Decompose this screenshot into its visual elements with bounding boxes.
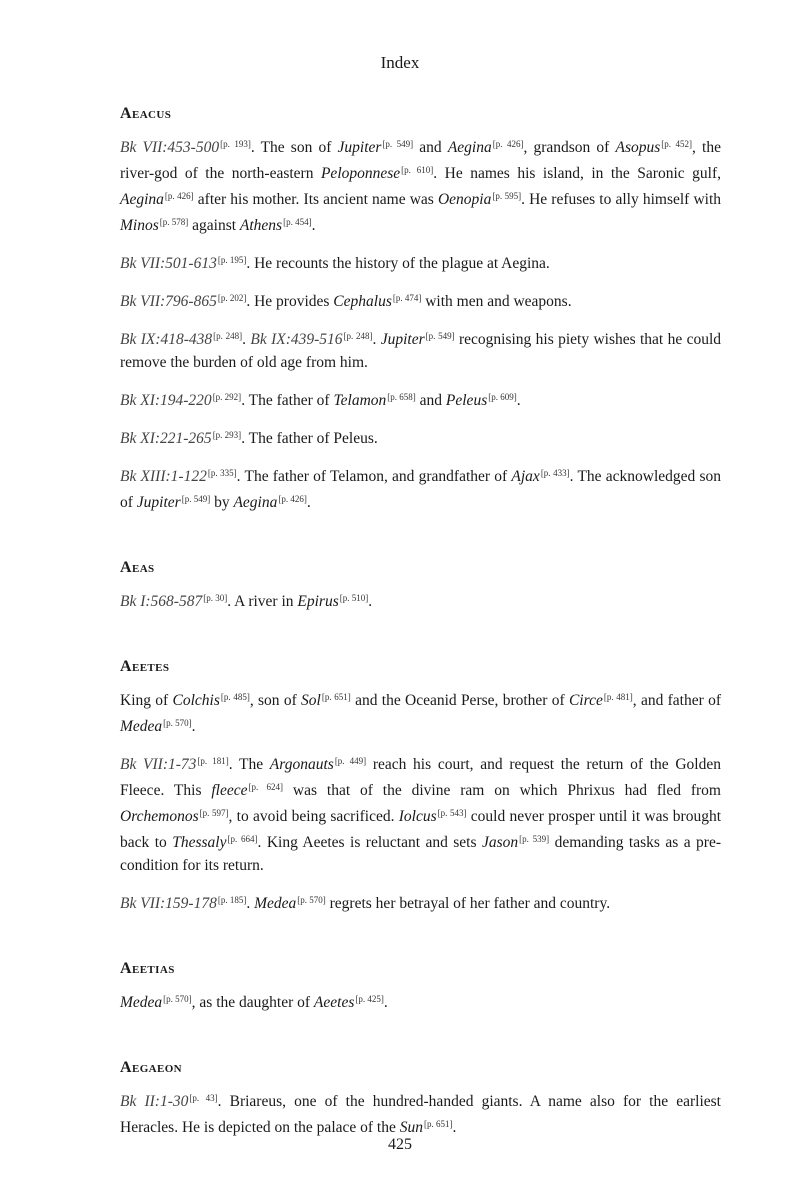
- body-text: .: [383, 994, 388, 1011]
- page-reference[interactable]: [p. 454]: [283, 217, 312, 227]
- cross-reference-link[interactable]: Medea: [120, 994, 163, 1011]
- book-reference: Bk XI:194-220: [120, 392, 212, 409]
- body-text: . The father of: [241, 392, 334, 409]
- cross-reference-link[interactable]: Medea: [254, 895, 297, 912]
- body-text: .: [452, 1119, 457, 1136]
- page-reference[interactable]: [p. 426]: [278, 494, 307, 504]
- entry-title: Aegaeon: [120, 1059, 183, 1076]
- cross-reference-link[interactable]: Oenopia: [437, 191, 492, 208]
- body-text: .: [368, 593, 373, 610]
- body-text: . Briareus, one of the hundred-handed giants. A name also for the earliest Heracles. He is depicted on the palace of the: [120, 1093, 721, 1136]
- body-text: . He refuses to ally himself with: [521, 191, 722, 208]
- page-reference[interactable]: [p. 543]: [437, 808, 467, 818]
- cross-reference-link[interactable]: Aegina: [233, 494, 278, 511]
- book-reference: Bk IX:439-516: [250, 331, 343, 348]
- page-reference[interactable]: [p. 651]: [423, 1119, 453, 1129]
- body-text: . The father of Peleus.: [241, 430, 378, 447]
- entry-paragraph: [120, 686, 721, 738]
- page-reference[interactable]: [p. 248]: [213, 331, 243, 341]
- page-header: Index: [380, 53, 420, 72]
- body-text: .: [372, 331, 381, 348]
- cross-reference-link[interactable]: Colchis: [172, 692, 220, 709]
- body-text: .: [311, 217, 316, 234]
- entry-paragraph: [120, 325, 721, 374]
- body-text: regrets her betrayal of her father and country.: [325, 895, 611, 912]
- index-entry: [120, 655, 721, 915]
- body-text: after his mother. Its ancient name was: [193, 191, 438, 208]
- cross-reference-link[interactable]: Aegina: [447, 139, 492, 156]
- book-reference: Bk VII:453-500: [120, 139, 220, 156]
- page-reference[interactable]: [p. 181]: [197, 756, 229, 766]
- cross-reference-link[interactable]: Argonauts: [269, 756, 334, 773]
- body-text: with men and weapons.: [421, 293, 572, 310]
- entry-paragraph: [120, 750, 721, 877]
- page-reference[interactable]: [p. 293]: [212, 430, 242, 440]
- entry-paragraph: [120, 249, 721, 275]
- page-reference[interactable]: [p. 292]: [212, 392, 242, 402]
- cross-reference-link[interactable]: Telamon: [333, 392, 387, 409]
- body-text: could never prosper until it was brought back to: [120, 808, 722, 851]
- body-text: , son of: [249, 692, 302, 709]
- body-text: by: [210, 494, 234, 511]
- body-text: . The father of Telamon, and grandfather of: [236, 468, 512, 485]
- entry-title: Aeetes: [120, 658, 170, 675]
- body-text: . He names his island, in the Saronic gulf,: [433, 165, 721, 182]
- page-reference[interactable]: [p. 335]: [207, 468, 237, 478]
- entry-paragraph: [120, 386, 721, 412]
- page-reference[interactable]: [p. 43]: [189, 1093, 218, 1103]
- entry-title: Aeacus: [120, 105, 172, 122]
- entry-paragraph: [120, 889, 721, 915]
- body-text: .: [191, 718, 196, 735]
- entry-paragraph: [120, 988, 721, 1014]
- cross-reference-link[interactable]: Aegina: [120, 191, 164, 208]
- page-reference[interactable]: [p. 248]: [343, 331, 373, 341]
- entry-paragraph: [120, 133, 721, 237]
- page-reference[interactable]: [p. 426]: [492, 139, 524, 149]
- body-text: .: [516, 392, 521, 409]
- cross-reference-link[interactable]: Medea: [120, 718, 163, 735]
- cross-reference-link[interactable]: Jupiter: [380, 331, 425, 348]
- page-reference[interactable]: [p. 651]: [321, 692, 351, 702]
- body-text: , as the daughter of: [191, 994, 314, 1011]
- page-reference[interactable]: [p. 485]: [220, 692, 250, 702]
- body-text: reach his court, and request the return of the Golden Fleece. This: [120, 756, 721, 799]
- body-text: and: [413, 139, 448, 156]
- body-text: .: [242, 331, 251, 348]
- page-number: 425: [388, 1136, 412, 1153]
- page-reference[interactable]: [p. 570]: [297, 895, 326, 905]
- book-reference: Bk VII:501-613: [120, 255, 217, 272]
- index-entry: [120, 1056, 721, 1139]
- book-reference: Bk IX:418-438: [120, 331, 213, 348]
- page-reference[interactable]: [p. 474]: [392, 293, 422, 303]
- page-reference[interactable]: [p. 185]: [217, 895, 247, 905]
- body-text: , and father of: [632, 692, 721, 709]
- entry-paragraph: [120, 287, 721, 313]
- cross-reference-link[interactable]: Jupiter: [136, 494, 181, 511]
- page-reference[interactable]: [p. 658]: [387, 392, 416, 402]
- entry-paragraph: [120, 424, 721, 450]
- cross-reference-link[interactable]: Peloponnese: [320, 165, 401, 182]
- body-text: . The acknowledged son of: [120, 468, 722, 511]
- cross-reference-link[interactable]: Aeetes: [313, 994, 355, 1011]
- book-reference: Bk VII:159-178: [120, 895, 217, 912]
- cross-reference-link[interactable]: Jason: [481, 834, 519, 851]
- cross-reference-link[interactable]: fleece: [211, 782, 248, 799]
- body-text: . King Aeetes is reluctant and sets: [257, 834, 482, 851]
- cross-reference-link[interactable]: Ajax: [511, 468, 540, 485]
- cross-reference-link[interactable]: Cephalus: [333, 293, 392, 310]
- cross-reference-link[interactable]: Asopus: [615, 139, 661, 156]
- page-reference[interactable]: [p. 610]: [401, 165, 434, 175]
- index-entry: [120, 957, 721, 1014]
- page-reference[interactable]: [p. 549]: [382, 139, 414, 149]
- body-text: was that of the divine ram on which Phrixus had fled from: [283, 782, 721, 799]
- cross-reference-link[interactable]: Jupiter: [337, 139, 382, 156]
- page-reference[interactable]: [p. 539]: [519, 834, 550, 844]
- cross-reference-link[interactable]: Epirus: [297, 593, 339, 610]
- book-reference: Bk VII:796-865: [120, 293, 217, 310]
- body-text: . The son of: [250, 139, 338, 156]
- cross-reference-link[interactable]: Iolcus: [398, 808, 437, 825]
- body-text: against: [188, 217, 240, 234]
- entry-paragraph: [120, 462, 721, 514]
- page-reference[interactable]: [p. 570]: [163, 994, 192, 1004]
- page-reference[interactable]: [p. 609]: [488, 392, 517, 402]
- book-reference: Bk I:568-587: [120, 593, 203, 610]
- page-reference[interactable]: [p. 549]: [181, 494, 211, 504]
- cross-reference-link[interactable]: Thessaly: [172, 834, 227, 851]
- index-entry: [120, 556, 721, 613]
- body-text: . A river in: [227, 593, 298, 610]
- body-text: . The: [228, 756, 270, 773]
- cross-reference-link[interactable]: Peleus: [445, 392, 488, 409]
- book-reference: Bk XI:221-265: [120, 430, 212, 447]
- index-content: [120, 102, 721, 1181]
- body-text: , the river-god of the north-eastern: [120, 139, 721, 182]
- page-reference[interactable]: [p. 202]: [217, 293, 247, 303]
- page-reference[interactable]: [p. 481]: [603, 692, 633, 702]
- page-reference[interactable]: [p. 426]: [164, 191, 194, 201]
- body-text: , grandson of: [523, 139, 616, 156]
- entry-paragraph: [120, 1087, 721, 1139]
- cross-reference-link[interactable]: Sol: [301, 692, 321, 709]
- body-text: .: [246, 895, 255, 912]
- page-reference[interactable]: [p. 510]: [339, 593, 369, 603]
- cross-reference-link[interactable]: Athens: [239, 217, 283, 234]
- index-entry: [120, 102, 721, 514]
- page-reference[interactable]: [p. 433]: [540, 468, 570, 478]
- book-reference: Bk II:1-30: [120, 1093, 189, 1110]
- page-reference[interactable]: [p. 664]: [227, 834, 258, 844]
- cross-reference-link[interactable]: Minos: [120, 217, 159, 234]
- entry-title: Aeetias: [120, 960, 175, 977]
- entry-paragraph: [120, 587, 721, 613]
- cross-reference-link[interactable]: Orchemonos: [120, 808, 199, 825]
- page-reference[interactable]: [p. 425]: [355, 994, 384, 1004]
- body-text: recognising his piety wishes that he could remove the burden of old age from him.: [120, 331, 722, 371]
- page-reference[interactable]: [p. 597]: [199, 808, 229, 818]
- body-text: . He recounts the history of the plague at Aegina.: [246, 255, 550, 272]
- book-reference: Bk VII:1-73: [120, 756, 197, 773]
- body-text: , to avoid being sacrificed.: [228, 808, 399, 825]
- body-text: . He provides: [246, 293, 334, 310]
- page-reference[interactable]: [p. 595]: [492, 191, 522, 201]
- page-reference[interactable]: [p. 624]: [248, 782, 284, 792]
- page-reference[interactable]: [p. 449]: [334, 756, 367, 766]
- body-text: demanding tasks as a pre-condition for its return.: [120, 834, 721, 874]
- body-text: .: [306, 494, 311, 511]
- page-reference[interactable]: [p. 193]: [220, 139, 251, 149]
- page-reference[interactable]: [p. 578]: [159, 217, 189, 227]
- cross-reference-link[interactable]: Sun: [399, 1119, 423, 1136]
- page-reference[interactable]: [p. 452]: [661, 139, 693, 149]
- cross-reference-link[interactable]: Circe: [568, 692, 603, 709]
- page-reference[interactable]: [p. 195]: [217, 255, 247, 265]
- body-text: King of: [120, 692, 173, 709]
- body-text: and the Oceanid Perse, brother of: [350, 692, 569, 709]
- page-reference[interactable]: [p. 30]: [203, 593, 228, 603]
- body-text: and: [415, 392, 446, 409]
- entry-title: Aeas: [120, 559, 155, 576]
- page-reference[interactable]: [p. 549]: [425, 331, 455, 341]
- book-reference: Bk XIII:1-122: [120, 468, 207, 485]
- page-reference[interactable]: [p. 570]: [163, 718, 192, 728]
